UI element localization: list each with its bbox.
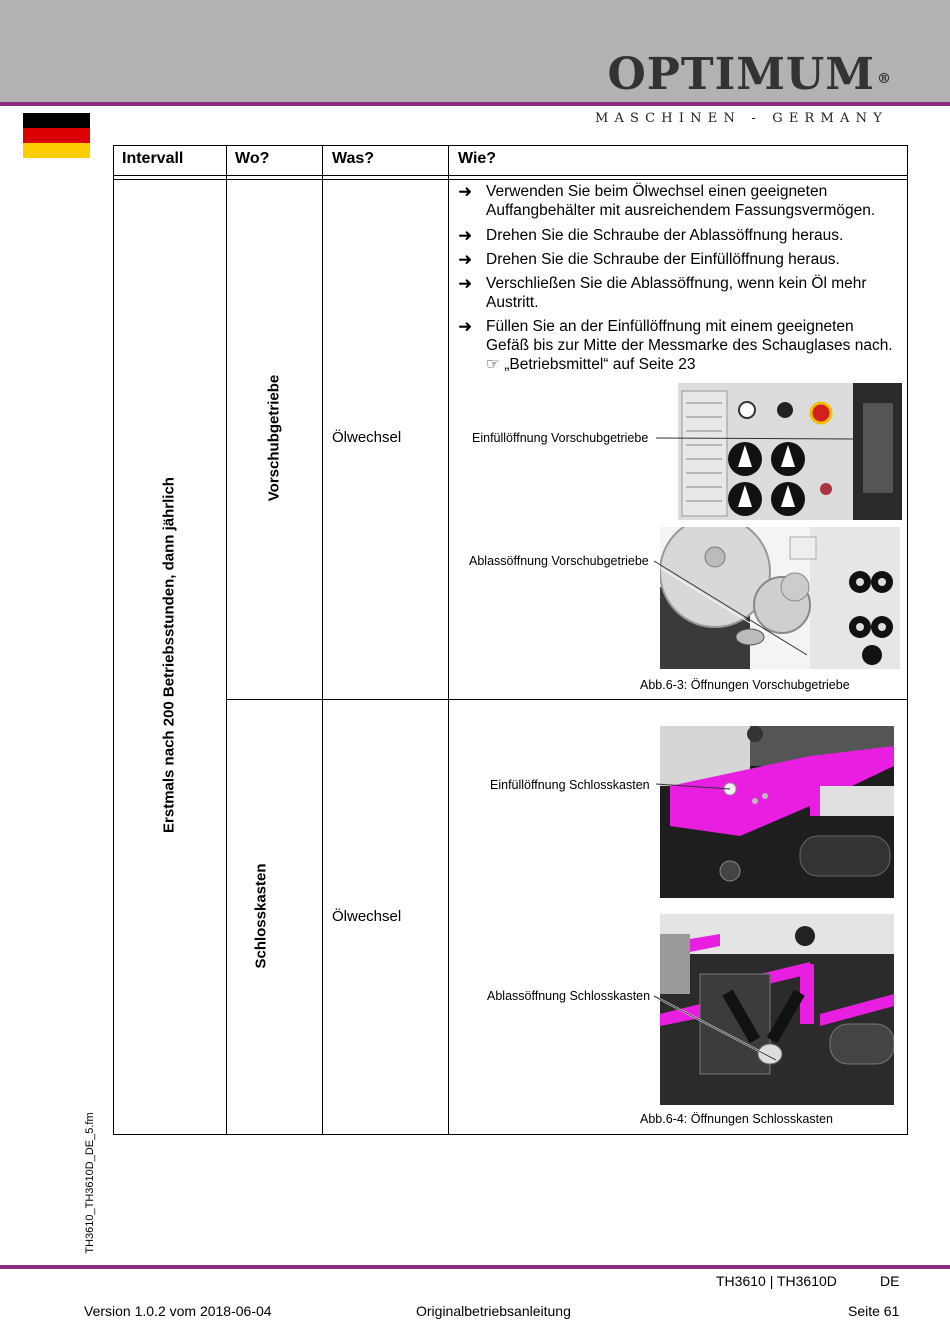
step-text: Verwenden Sie beim Ölwechsel einen geeigneten Auffangbehälter mit ausreichendem Fassungsvermögen.	[486, 183, 876, 219]
brand-logo	[607, 50, 892, 100]
header-wie: Wie?	[458, 150, 497, 167]
step-item	[458, 226, 898, 246]
photo-feed-gearbox-panel	[678, 383, 902, 520]
header-rule	[113, 175, 908, 176]
leader-line-fill-feed	[656, 430, 856, 444]
footer-lang: DE	[880, 1273, 900, 1289]
header-wo: Wo?	[235, 150, 270, 167]
arrow-icon: ➜	[458, 226, 473, 245]
photo-apron-top	[660, 726, 894, 898]
step-item	[458, 250, 898, 270]
what-oil-change-1: Ölwechsel	[332, 429, 402, 446]
german-flag-icon	[23, 113, 90, 158]
col-divider-2	[322, 145, 323, 1135]
where-feed-gearbox: Vorschubgetriebe	[265, 374, 283, 502]
brand-name: OPTIMUM	[607, 49, 875, 100]
step-text: Verschließen Sie die Ablassöffnung, wenn kein Öl mehr Austritt.	[486, 275, 867, 311]
arrow-icon: ➜	[458, 274, 473, 293]
caption-feed-gearbox: Abb.6-3: Öffnungen Vorschubgetriebe	[640, 678, 850, 692]
caption-apron: Abb.6-4: Öffnungen Schlosskasten	[640, 1112, 833, 1126]
row-divider	[226, 699, 908, 700]
step-item	[458, 317, 898, 377]
label-fill-apron: Einfüllöffnung Schlosskasten	[490, 778, 650, 792]
label-drain-apron: Ablassöffnung Schlosskasten	[487, 989, 651, 1003]
arrow-icon: ➜	[458, 250, 473, 269]
step-item	[458, 182, 898, 222]
arrow-icon: ➜	[458, 317, 473, 336]
registered-mark: ®	[877, 71, 892, 87]
footer-model: TH3610 | TH3610D	[716, 1273, 837, 1289]
brand-tagline: MASCHINEN - GERMANY	[594, 111, 888, 126]
header-accent-line	[0, 102, 950, 106]
where-apron: Schlosskasten	[252, 863, 270, 969]
footer-version: Version 1.0.2 vom 2018-06-04	[84, 1303, 272, 1319]
col-divider-1	[226, 145, 227, 1135]
label-fill-feed: Einfüllöffnung Vorschubgetriebe	[472, 431, 649, 445]
footer-page-number: Seite 61	[848, 1303, 900, 1319]
leader-line-drain-apron	[652, 990, 782, 1065]
header-was: Was?	[332, 150, 375, 167]
footer-accent-line	[0, 1265, 950, 1269]
arrow-icon: ➜	[458, 182, 473, 201]
col-divider-3	[448, 145, 449, 1135]
step-text: Drehen Sie die Schraube der Ablassöffnung heraus.	[486, 227, 844, 244]
interval-label: Erstmals nach 200 Betriebsstunden, dann jährlich	[160, 477, 178, 833]
footer-doc-type: Originalbetriebsanleitung	[416, 1303, 571, 1319]
header-rule-double	[113, 179, 908, 180]
what-oil-change-2: Ölwechsel	[332, 908, 402, 925]
leader-line-fill-apron	[656, 782, 736, 796]
label-drain-feed: Ablassöffnung Vorschubgetriebe	[469, 554, 649, 568]
step-text: Drehen Sie die Schraube der Einfüllöffnung heraus.	[486, 251, 840, 268]
header-intervall: Intervall	[122, 150, 184, 167]
leader-line-drain-feed	[652, 555, 812, 660]
step-item	[458, 274, 898, 314]
side-file-name: TH3610_TH3610D_DE_5.fm	[84, 1112, 96, 1254]
step-text: Füllen Sie an der Einfüllöffnung mit einem geeigneten Gefäß bis zur Mitte der Messmarke des Schauglases nach. ☞ „Betriebsmittel“ auf Seite 23	[486, 318, 893, 373]
